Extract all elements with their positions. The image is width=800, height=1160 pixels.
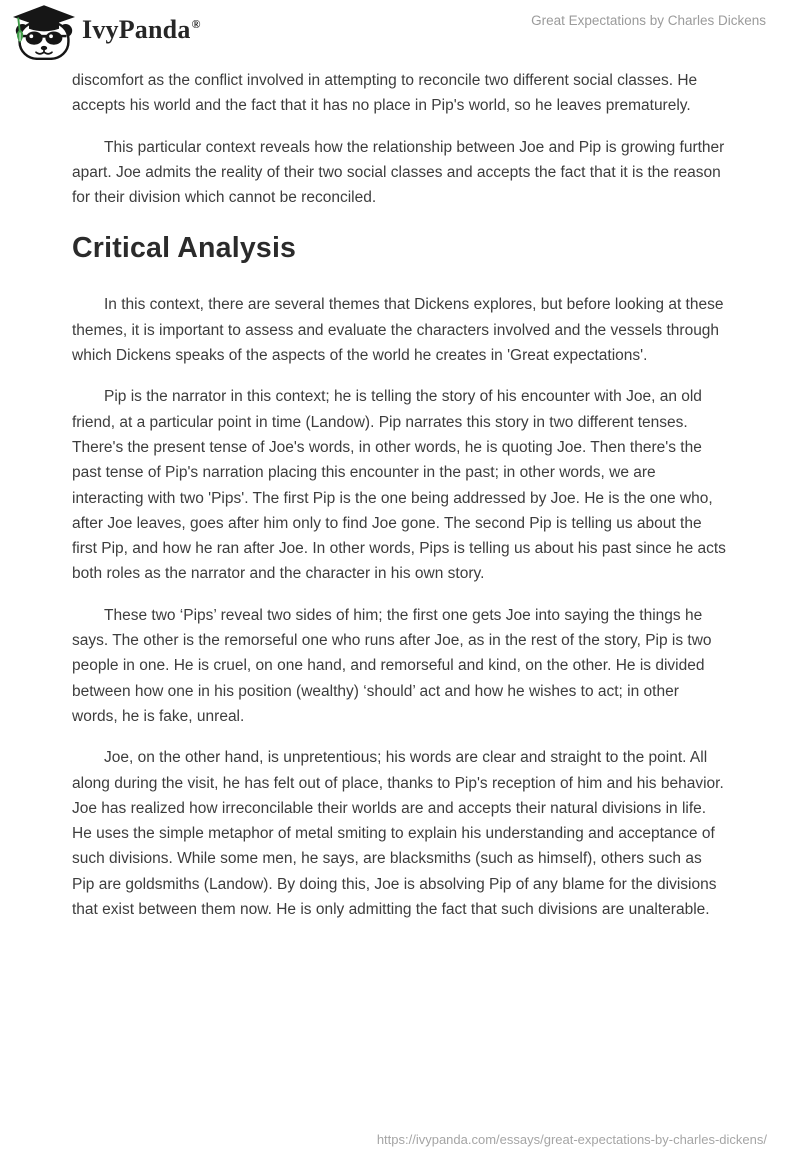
paragraph: Joe, on the other hand, is unpretentious; his words are clear and straight to the point. All along during the visit, he has felt out of place, thanks to Pip's reception of him and his behavior. Joe has realized how irreconcilable their worlds are and accepts their natural divisions in life. He uses the simple metaphor of metal smiting to explain his understanding and acceptance of such divisions. While some men, he says, are blacksmiths (such as himself), others such as Pip are goldsmiths (Landow). By doing this, Joe is absolving Pip of any blame for the divisions that exist between them now. He is only admitting the fact that such divisions are unalterable.	[72, 749, 724, 919]
paragraph: In this context, there are several themes that Dickens explores, but before looking at these themes, it is important to assess and evaluate the characters involved and the vessels through which Dickens speaks of the aspects of the world he creates in 'Great expectations'.	[72, 296, 724, 365]
section-heading: Critical Analysis	[72, 232, 297, 265]
brand-name-text: IvyPanda	[82, 14, 191, 44]
paragraph: This particular context reveals how the relationship between Joe and Pip is growing further apart. Joe admits the reality of their two social classes and accepts the fact that it is the reason for their division which cannot be reconciled.	[72, 138, 725, 207]
brand-name	[82, 14, 201, 49]
essay-content	[72, 68, 726, 938]
panda-graduation-cap-logo-icon	[13, 5, 75, 60]
document-title: Great Expectations by Charles Dickens	[531, 13, 766, 28]
paragraph: Pip is the narrator in this context; he is telling the story of his encounter with Joe, an old friend, at a particular point in time (Landow). Pip narrates this story in two different tenses. There's the present tense of Joe's words, in other words, he is quoting Joe. Then there's the past tense of Pip's narration placing this encounter in the past; in other words, we are interacting with two 'Pips'. The first Pip is the one being addressed by Joe. He is the one who, after Joe leaves, goes after him only to find Joe gone. The second Pip is telling us about the first Pip, and how he ran after Joe. In other words, Pips is telling us about his past since he acts both roles as the narrator and the character in his own story.	[72, 388, 726, 583]
paragraph-continuation: discomfort as the conflict involved in attempting to reconcile two different social classes. He accepts his world and the fact that it has no place in Pip's world, so he leaves prematurely.	[72, 72, 698, 115]
source-url-link[interactable]: https://ivypanda.com/essays/great-expectations-by-charles-dickens/	[376, 1132, 767, 1147]
page-footer	[377, 1131, 767, 1149]
paragraph: These two ‘Pips’ reveal two sides of him; the first one gets Joe into saying the things he says. The other is the remorseful one who runs after Joe, as in the rest of the story, Pip is two people in one. He is cruel, on one hand, and remorseful and kind, on the other. He is divided between how one in his position (wealthy) ‘should’ act and how he wishes to act; in other words, he is fake, unreal.	[72, 606, 712, 725]
registered-trademark: ®	[191, 16, 201, 31]
brand	[13, 5, 201, 60]
